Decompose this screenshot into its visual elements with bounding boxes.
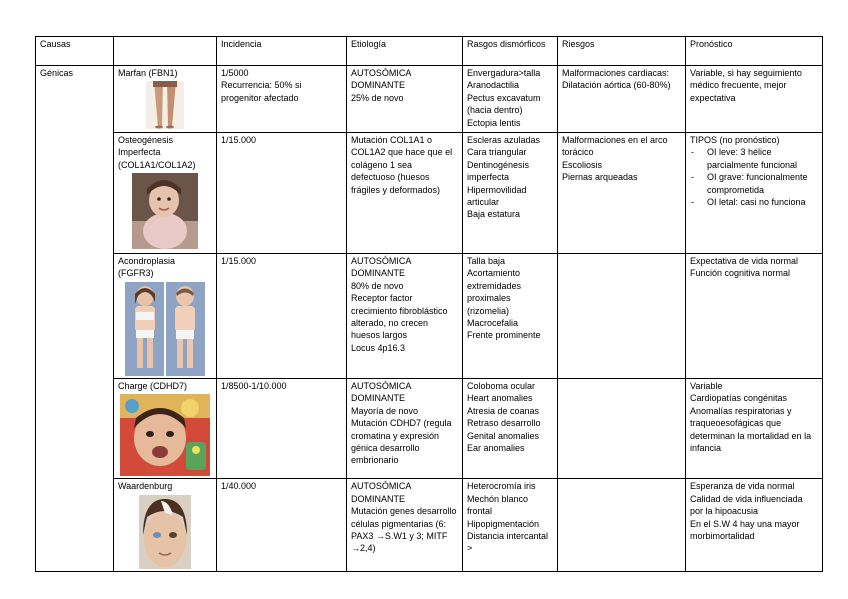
table-row xyxy=(36,379,823,479)
disease-name: Acondroplasia (FGFR3) xyxy=(118,256,176,279)
prognosis-line: TIPOS (no pronóstico) xyxy=(690,135,780,145)
prognosis-line: Función cognitiva normal xyxy=(690,268,791,279)
incidence-value: 1/8500-1/10.000 xyxy=(221,381,287,391)
incidence-cell xyxy=(217,379,347,479)
incidence-value: 1/15.000 xyxy=(221,256,257,266)
feature-line: Coloboma ocular xyxy=(467,381,536,391)
incidence-cell xyxy=(217,254,347,379)
charge-child-photo xyxy=(120,394,210,476)
etiology-line: Mutación COL1A1 o COL1A2 que hace que el colágeno 1 sea defectuoso (huesos frágiles y deformados) xyxy=(351,135,453,195)
header-causas: Causas xyxy=(36,37,114,66)
incidence-value: 1/15.000 xyxy=(221,135,257,145)
prognosis-cell xyxy=(686,66,823,133)
etiology-line: 80% de novo xyxy=(351,280,404,291)
cause-group-cell xyxy=(36,66,114,572)
prognosis-line: Calidad de vida influenciada por la hipoacusia xyxy=(690,493,803,517)
prognosis-cell xyxy=(686,254,823,379)
feature-line: Hipopigmentación xyxy=(467,518,540,529)
etiology-line: AUTOSÓMICA DOMINANTE xyxy=(351,381,411,404)
prognosis-line: Variable xyxy=(690,381,723,391)
disease-name: Marfan (FBN1) xyxy=(118,68,178,78)
prognosis-cell xyxy=(686,133,823,254)
disease-cell xyxy=(114,66,217,133)
table-row xyxy=(36,133,823,254)
marfan-legs-photo xyxy=(146,81,184,129)
etiology-cell xyxy=(347,479,463,571)
header-riesgos: Riesgos xyxy=(558,37,686,66)
risks-cell xyxy=(558,479,686,571)
feature-line: Hipermovilidad articular xyxy=(467,184,527,208)
prognosis-line: Variable, si hay seguimiento médico frecuente, mejor expectativa xyxy=(690,68,802,103)
feature-line: Envergadura>talla xyxy=(467,68,541,78)
feature-line: Distancia intercantal > xyxy=(467,531,549,554)
etiology-line: AUTOSÓMICA DOMINANTE xyxy=(351,68,411,91)
oi-child-photo xyxy=(132,173,198,249)
table-row xyxy=(36,254,823,379)
feature-line: Frente prominente xyxy=(467,330,541,341)
risks-cell xyxy=(558,254,686,379)
header-rasgos: Rasgos dismórficos xyxy=(463,37,558,66)
disease-cell xyxy=(114,133,217,254)
disease-cell xyxy=(114,479,217,571)
feature-line: Heterocromía iris xyxy=(467,481,536,492)
feature-line: Escleras azuladas xyxy=(467,135,541,145)
etiology-line: Mutación genes desarrollo células pigmentarias (6: PAX3 →S.W1 y 3; MITF →2,4) xyxy=(351,506,457,554)
prognosis-line: En el S.W 4 hay una mayor morbimortalidad xyxy=(690,518,800,542)
disease-cell xyxy=(114,254,217,379)
etiology-line: Mayoría de novo xyxy=(351,405,419,416)
incidence-cell xyxy=(217,133,347,254)
etiology-line: AUTOSÓMICA DOMINANTE xyxy=(351,256,411,279)
etiology-cell xyxy=(347,133,463,254)
header-etiologia: Etiología xyxy=(347,37,463,66)
feature-line: Pectus excavatum (hacia dentro) xyxy=(467,92,541,116)
risk-line: Piernas arqueadas xyxy=(562,172,638,183)
etiology-cell xyxy=(347,66,463,133)
feature-line: Cara triangular xyxy=(467,147,527,158)
prognosis-line: Esperanza de vida normal xyxy=(690,481,795,492)
disease-name: Osteogénesis Imperfecta (COL1A1/COL1A2) xyxy=(118,135,196,170)
prognosis-bullet: - OI letal: casi no funciona xyxy=(690,196,818,208)
feature-line: Dentinogénesis imperfecta xyxy=(467,159,530,183)
table-row xyxy=(36,66,823,133)
etiology-line: Locus 4p16.3 xyxy=(351,342,406,353)
header-disease xyxy=(114,37,217,66)
disease-cell xyxy=(114,379,217,479)
prognosis-cell xyxy=(686,379,823,479)
prognosis-bullet: - OI grave: funcionalmente comprometida xyxy=(690,171,818,196)
waardenburg-child-photo xyxy=(139,495,191,569)
feature-line: Ear anomalies xyxy=(467,443,525,454)
risks-cell xyxy=(558,379,686,479)
etiology-line: Mutación CDHD7 (regula cromatina y expresión génica desarrollo embrionario xyxy=(351,418,452,466)
features-cell xyxy=(463,379,558,479)
prognosis-line: Expectativa de vida normal xyxy=(690,256,799,266)
features-cell xyxy=(463,479,558,571)
feature-line: Macrocefalia xyxy=(467,318,519,329)
syndromes-table xyxy=(35,36,823,572)
cause-group-label: Génicas xyxy=(40,68,74,78)
header-pronostico: Pronóstico xyxy=(686,37,823,66)
prognosis-cell xyxy=(686,479,823,571)
achondroplasia-photo xyxy=(125,282,205,376)
risk-line: Malformaciones en el arco torácico xyxy=(562,135,668,158)
table-row xyxy=(36,479,823,571)
features-cell xyxy=(463,133,558,254)
feature-line: Aranodactilia xyxy=(467,80,520,91)
risks-cell xyxy=(558,133,686,254)
prognosis-bullet: - OI leve: 3 hélice parcialmente funcional xyxy=(690,146,818,171)
feature-line: Mechón blanco frontal xyxy=(467,493,529,517)
feature-line: Baja estatura xyxy=(467,209,521,220)
header-row xyxy=(36,37,823,66)
feature-line: Heart anomalies xyxy=(467,393,533,404)
etiology-cell xyxy=(347,379,463,479)
features-cell xyxy=(463,254,558,379)
etiology-cell xyxy=(347,254,463,379)
disease-name: Waardenburg xyxy=(118,481,173,492)
risk-line: Malformaciones cardiacas: Dilatación aórtica (60-80%) xyxy=(562,68,671,91)
etiology-line: Receptor factor crecimiento fibroblástico alterado, no crecen huesos largos xyxy=(351,293,448,341)
features-cell xyxy=(463,66,558,133)
disease-name: Charge (CDHD7) xyxy=(118,381,188,391)
feature-line: Atresia de coanas xyxy=(467,405,540,416)
prognosis-line: Cardiopatías congénitas xyxy=(690,393,788,404)
incidence-value: 1/40.000 xyxy=(221,481,257,492)
risks-cell xyxy=(558,66,686,133)
feature-line: Talla baja xyxy=(467,256,506,266)
etiology-line: AUTOSÓMICA DOMINANTE xyxy=(351,481,411,504)
feature-line: Acortamiento extremidades proximales (rizomelia) xyxy=(467,268,522,316)
risk-line: Escoliosis xyxy=(562,159,603,170)
incidence-cell xyxy=(217,479,347,571)
feature-line: Retraso desarrollo xyxy=(467,418,541,429)
etiology-line: 25% de novo xyxy=(351,92,404,103)
incidence-note: Recurrencia: 50% si progenitor afectado xyxy=(221,80,302,103)
feature-line: Ectopia lentis xyxy=(467,117,521,128)
prognosis-line: Anomalías respiratorias y traqueoesofágicas que determinan la mortalidad en la infancia xyxy=(690,405,812,454)
feature-line: Genital anomalies xyxy=(467,430,540,441)
incidence-value: 1/5000 xyxy=(221,68,249,78)
incidence-cell xyxy=(217,66,347,133)
header-incidencia: Incidencia xyxy=(217,37,347,66)
